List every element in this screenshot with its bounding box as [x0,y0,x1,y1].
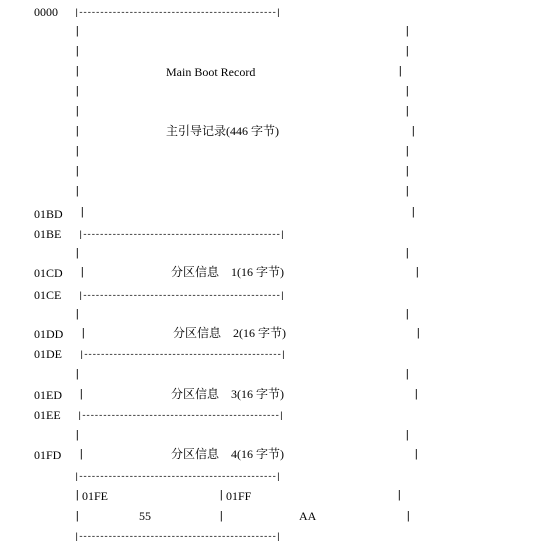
address-01de: 01DE [34,347,62,361]
mbr-subtitle: 主引导记录(446 字节) [166,124,279,138]
left-border: | [74,66,81,78]
left-border: | [79,267,86,279]
right-border: | [396,490,403,502]
divider-border: | [218,490,225,502]
right-border: | [410,207,417,219]
left-border: | [74,46,81,58]
address-01dd: 01DD [34,327,64,341]
left-border: | [78,449,85,461]
left-border: | [78,389,85,401]
right-border: | [410,126,417,138]
signature-byte-aa: AA [299,509,317,523]
boundary-line: |-----------------------------------------------| [79,350,285,360]
divider-border: | [218,511,225,523]
address-01ed: 01ED [34,388,62,402]
left-border: | [74,146,81,158]
left-border: | [74,369,81,381]
boundary-line: |-----------------------------------------------| [74,8,280,18]
address-01cd: 01CD [34,266,63,280]
address-01bd: 01BD [34,207,63,221]
right-border: | [404,46,411,58]
left-border: | [74,186,81,198]
partition-entry-3: 分区信息 3(16 字节) [171,387,284,401]
right-border: | [404,146,411,158]
right-border: | [413,449,420,461]
boundary-line: |-----------------------------------------------| [78,230,284,240]
right-border: | [397,66,404,78]
right-border: | [404,26,411,38]
left-border: | [74,430,81,442]
address-01fd: 01FD [34,448,62,462]
right-border: | [404,186,411,198]
right-border: | [415,328,422,340]
right-border: | [413,389,420,401]
left-border: | [79,207,86,219]
address-01ee: 01EE [34,408,61,422]
right-border: | [404,106,411,118]
right-border: | [404,369,411,381]
right-border: | [404,86,411,98]
right-border: | [404,309,411,321]
left-border: | [74,309,81,321]
mbr-title: Main Boot Record [166,65,256,79]
right-border: | [404,166,411,178]
left-border: | [74,86,81,98]
signature-address-01fe: 01FE [82,489,109,503]
address-01ce: 01CE [34,288,62,302]
boundary-line: |-----------------------------------------------| [74,472,280,482]
signature-address-01ff: 01FF [226,489,252,503]
left-border: | [74,248,81,260]
right-border: | [404,430,411,442]
left-border: | [74,490,81,502]
boundary-line: |-----------------------------------------------| [78,291,284,301]
partition-entry-1: 分区信息 1(16 字节) [171,265,284,279]
right-border: | [405,511,412,523]
boundary-line: |-----------------------------------------------| [77,411,283,421]
partition-entry-4: 分区信息 4(16 字节) [171,447,284,461]
signature-byte-55: 55 [139,509,151,523]
left-border: | [74,126,81,138]
partition-entry-2: 分区信息 2(16 字节) [173,326,286,340]
left-border: | [74,166,81,178]
right-border: | [414,267,421,279]
left-border: | [74,26,81,38]
left-border: | [74,106,81,118]
address-0000: 0000 [34,5,58,19]
address-01be: 01BE [34,227,62,241]
right-border: | [404,248,411,260]
left-border: | [74,511,81,523]
boundary-line: |-----------------------------------------------| [74,532,280,542]
left-border: | [80,328,87,340]
